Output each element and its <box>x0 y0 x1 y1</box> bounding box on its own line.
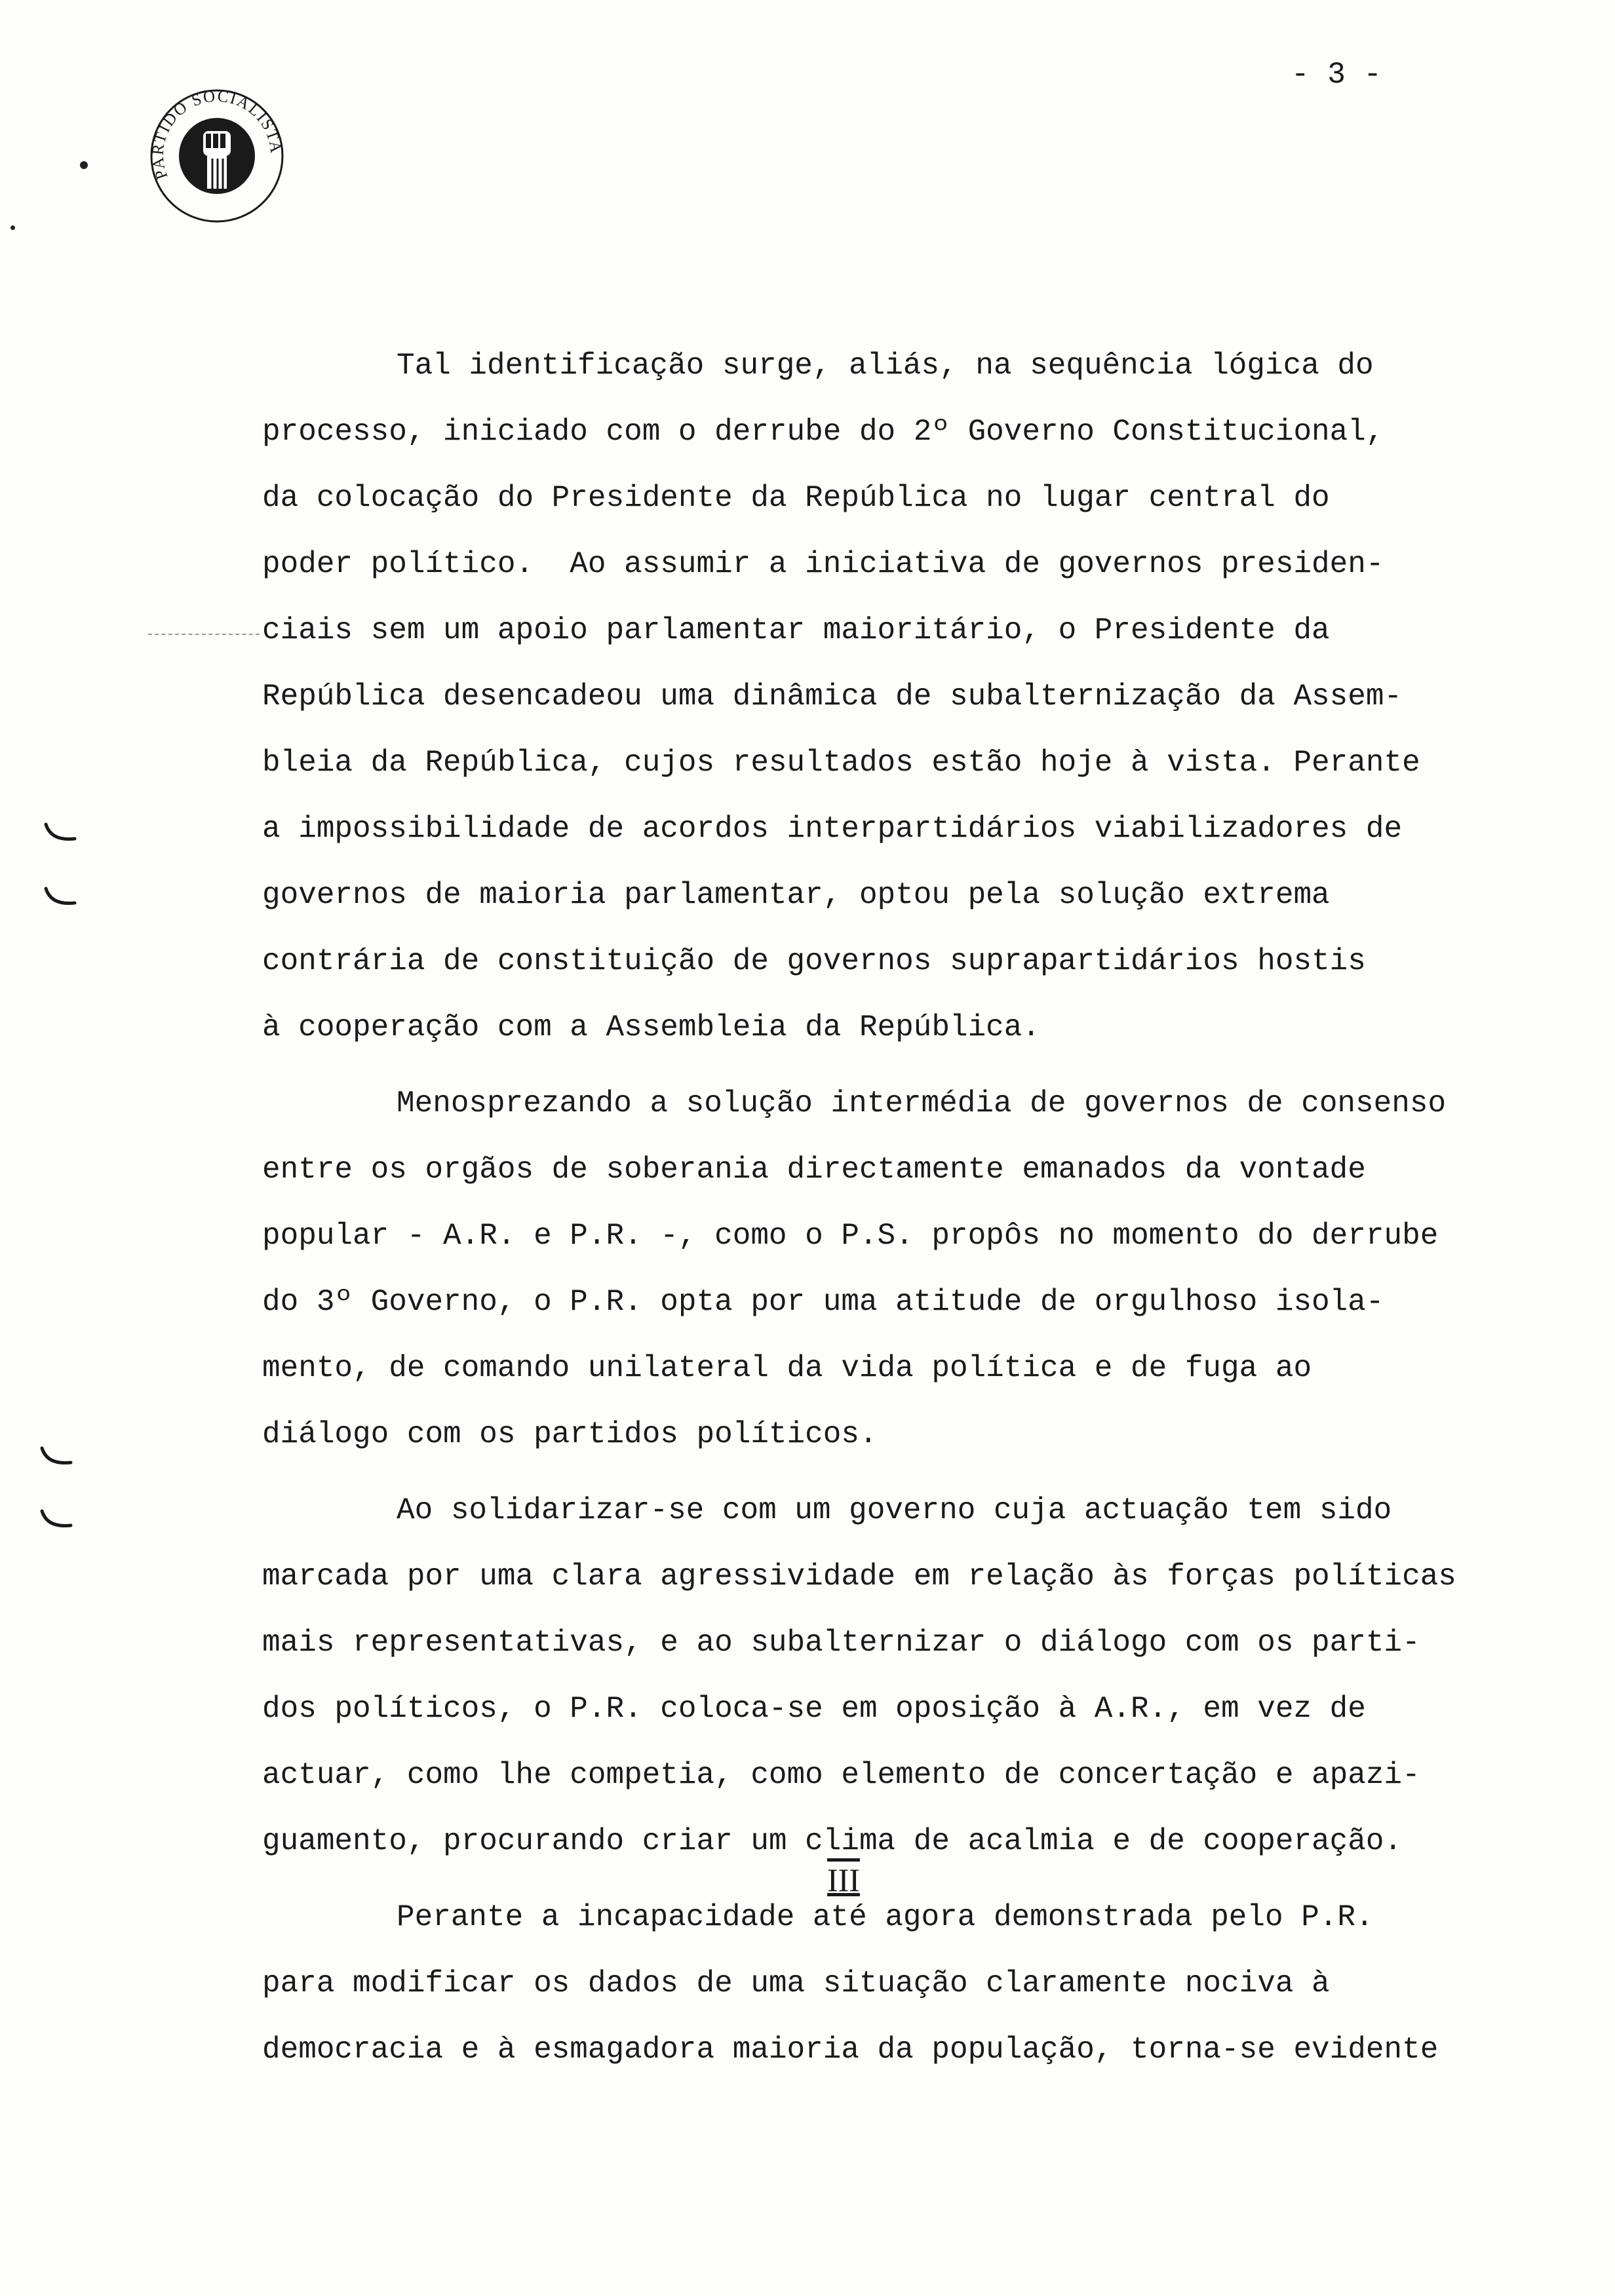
text-line: bleia da República, cujos resultados estão hoje à vista. Perante <box>262 746 1420 780</box>
text-line: Perante a incapacidade até agora demonstrada pelo P.R. <box>397 1900 1374 1934</box>
text-line: a impossibilidade de acordos interpartidários viabilizadores de <box>262 812 1403 846</box>
text-line: diálogo com os partidos políticos. <box>262 1417 878 1451</box>
page-number: - 3 - <box>1291 58 1382 92</box>
paragraph <box>262 1478 1580 1875</box>
text-line: ciais sem um apoio parlamentar maioritário, o Presidente da <box>262 613 1330 647</box>
text-line: processo, iniciado com o derrube do 2º Governo Constitucional, <box>262 415 1384 449</box>
paragraph <box>262 1885 1580 2083</box>
text-line: entre os orgãos de soberania directamente emanados da vontade <box>262 1153 1366 1187</box>
margin-dotted-line <box>148 634 260 638</box>
text-line: da colocação do Presidente da República no lugar central do <box>262 481 1330 515</box>
ink-speck <box>10 225 15 230</box>
text-line: governos de maioria parlamentar, optou pela solução extrema <box>262 878 1330 912</box>
text-line: guamento, procurando criar um clima de acalmia e de cooperação. <box>262 1824 1403 1858</box>
text-line: actuar, como lhe competia, como elemento de concertação e apazi- <box>262 1758 1420 1792</box>
margin-tick-icon <box>38 1508 75 1532</box>
text-line: contrária de constituição de governos suprapartidários hostis <box>262 944 1366 978</box>
text-line: democracia e à esmagadora maioria da população, torna-se evidente <box>262 2033 1439 2067</box>
paragraph <box>262 333 1580 1061</box>
handwritten-annotation: III <box>827 1862 860 1898</box>
text-line: Ao solidarizar-se com um governo cuja actuação tem sido <box>397 1493 1392 1527</box>
text-line: Tal identificação surge, aliás, na sequência lógica do <box>397 349 1374 383</box>
svg-text:PARTIDO SOCIALISTA: PARTIDO SOCIALISTA <box>149 87 285 182</box>
body-text <box>262 333 1580 2083</box>
text-line: poder político. Ao assumir a iniciativa de governos presiden- <box>262 547 1384 581</box>
text-line: mento, de comando unilateral da vida política e de fuga ao <box>262 1351 1312 1385</box>
ink-speck <box>80 161 88 169</box>
text-line: dos políticos, o P.R. coloca-se em oposição à A.R., em vez de <box>262 1692 1366 1726</box>
margin-tick-icon <box>42 822 79 845</box>
text-line: mais representativas, e ao subalternizar o diálogo com os parti- <box>262 1626 1420 1660</box>
paragraph <box>262 1071 1580 1468</box>
text-line: Menosprezando a solução intermédia de governos de consenso <box>397 1086 1447 1120</box>
text-line: marcada por uma clara agressividade em relação às forças políticas <box>262 1559 1456 1594</box>
margin-tick-icon <box>42 886 79 909</box>
party-logo <box>148 79 286 226</box>
text-line: à cooperação com a Assembleia da República. <box>262 1010 1040 1044</box>
margin-tick-icon <box>38 1445 75 1469</box>
text-line: para modificar os dados de uma situação claramente nociva à <box>262 1966 1330 2000</box>
fist-icon <box>148 79 286 226</box>
text-line: República desencadeou uma dinâmica de subalternização da Assem- <box>262 679 1403 714</box>
text-line: do 3º Governo, o P.R. opta por uma atitude de orgulhoso isola- <box>262 1285 1384 1319</box>
text-line: popular - A.R. e P.R. -, como o P.S. propôs no momento do derrube <box>262 1219 1439 1253</box>
